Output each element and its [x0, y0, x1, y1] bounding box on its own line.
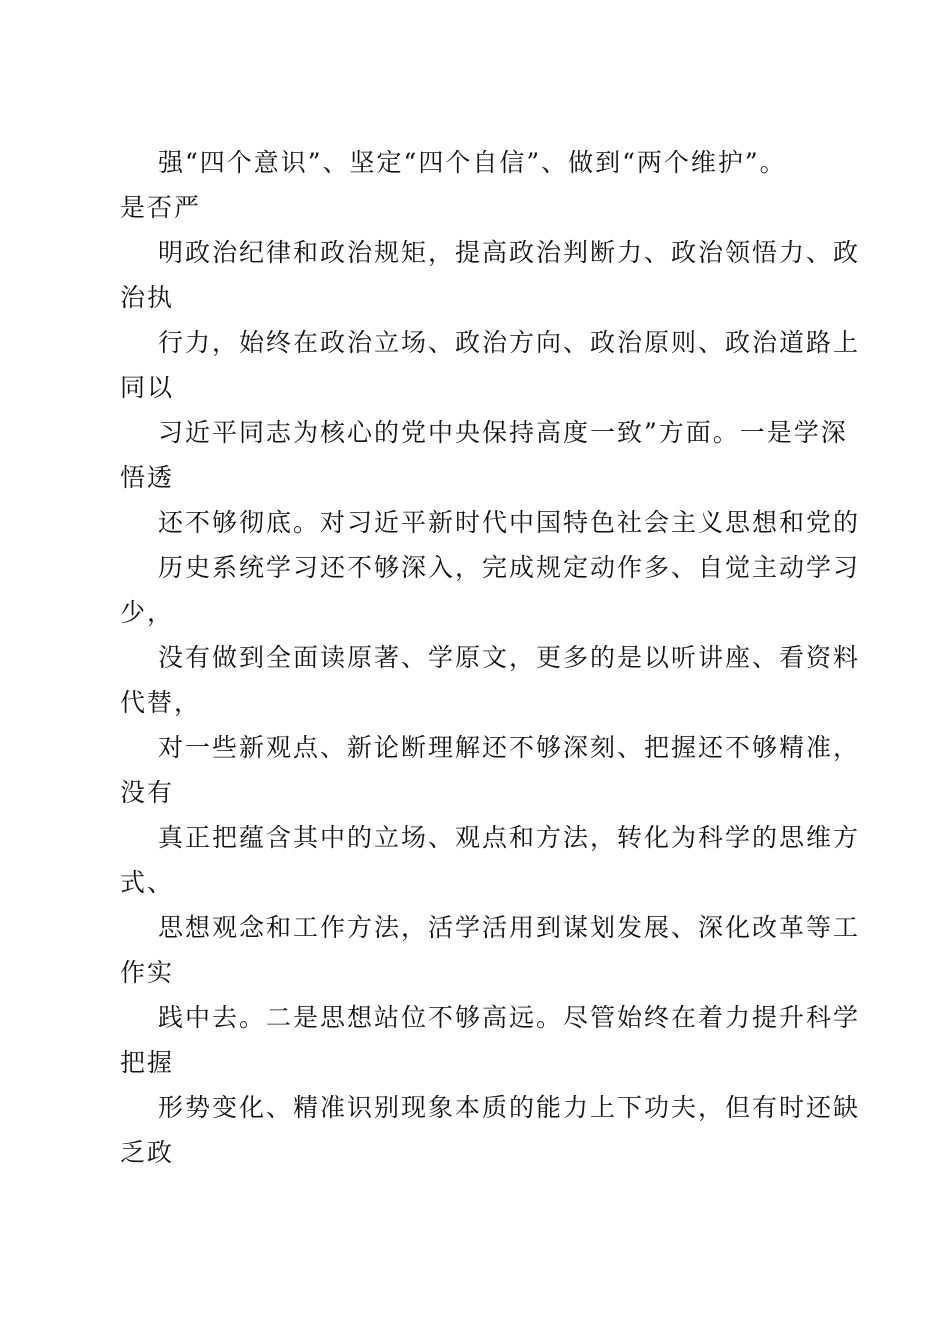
line-wrap: 治执	[120, 283, 175, 312]
line-start: 思想观念和工作方法，活学活用到谋划发展、深化改革等工	[158, 913, 861, 942]
line-start: 明政治纪律和政治规矩，提高政治判断力、政治领悟力、政	[158, 238, 861, 267]
line-start: 还不够彻底。对习近平新时代中国特色社会主义思想和党的	[158, 508, 861, 537]
line-start: 真正把蕴含其中的立场、观点和方法，转化为科学的思维方	[158, 823, 861, 852]
paragraph-line-9	[120, 815, 861, 905]
paragraph-line-10	[120, 905, 861, 995]
line-start: 没有做到全面读原著、学原文，更多的是以听讲座、看资料	[158, 643, 861, 672]
paragraph-line-5	[120, 500, 861, 545]
paragraph-line-1	[120, 140, 840, 230]
paragraph-line-3	[120, 320, 861, 410]
line-wrap: 是否严	[120, 193, 202, 222]
line-wrap: 把握	[120, 1048, 175, 1077]
paragraph-line-4	[120, 410, 848, 500]
line-wrap: 乏政	[120, 1138, 175, 1167]
paragraph-line-7	[120, 635, 861, 725]
line-wrap: 悟透	[120, 463, 175, 492]
line-wrap: 少，	[120, 598, 175, 627]
paragraph-line-6	[120, 545, 861, 635]
paragraph-line-8	[120, 725, 861, 815]
line-start: 强“四个意识”、坚定“四个自信”、做到“两个维护”。	[158, 148, 787, 177]
body-text	[120, 140, 861, 1175]
line-wrap: 式、	[120, 868, 175, 897]
line-wrap: 作实	[120, 958, 175, 987]
paragraph-line-11	[120, 995, 861, 1085]
line-wrap: 代替，	[120, 688, 202, 717]
line-wrap: 同以	[120, 373, 175, 402]
line-start: 践中去。二是思想站位不够高远。尽管始终在着力提升科学	[158, 1003, 861, 1032]
line-start: 历史系统学习还不够深入，完成规定动作多、自觉主动学习	[158, 553, 861, 582]
paragraph-line-12	[120, 1085, 861, 1175]
line-wrap: 没有	[120, 778, 175, 807]
line-start: 对一些新观点、新论断理解还不够深刻、把握还不够精准，	[158, 733, 861, 762]
line-start: 行力，始终在政治立场、政治方向、政治原则、政治道路上	[158, 328, 861, 357]
line-start: 形势变化、精准识别现象本质的能力上下功夫，但有时还缺	[158, 1093, 861, 1122]
paragraph-line-2	[120, 230, 861, 320]
line-start: 习近平同志为核心的党中央保持高度一致”方面。一是学深	[158, 418, 848, 447]
